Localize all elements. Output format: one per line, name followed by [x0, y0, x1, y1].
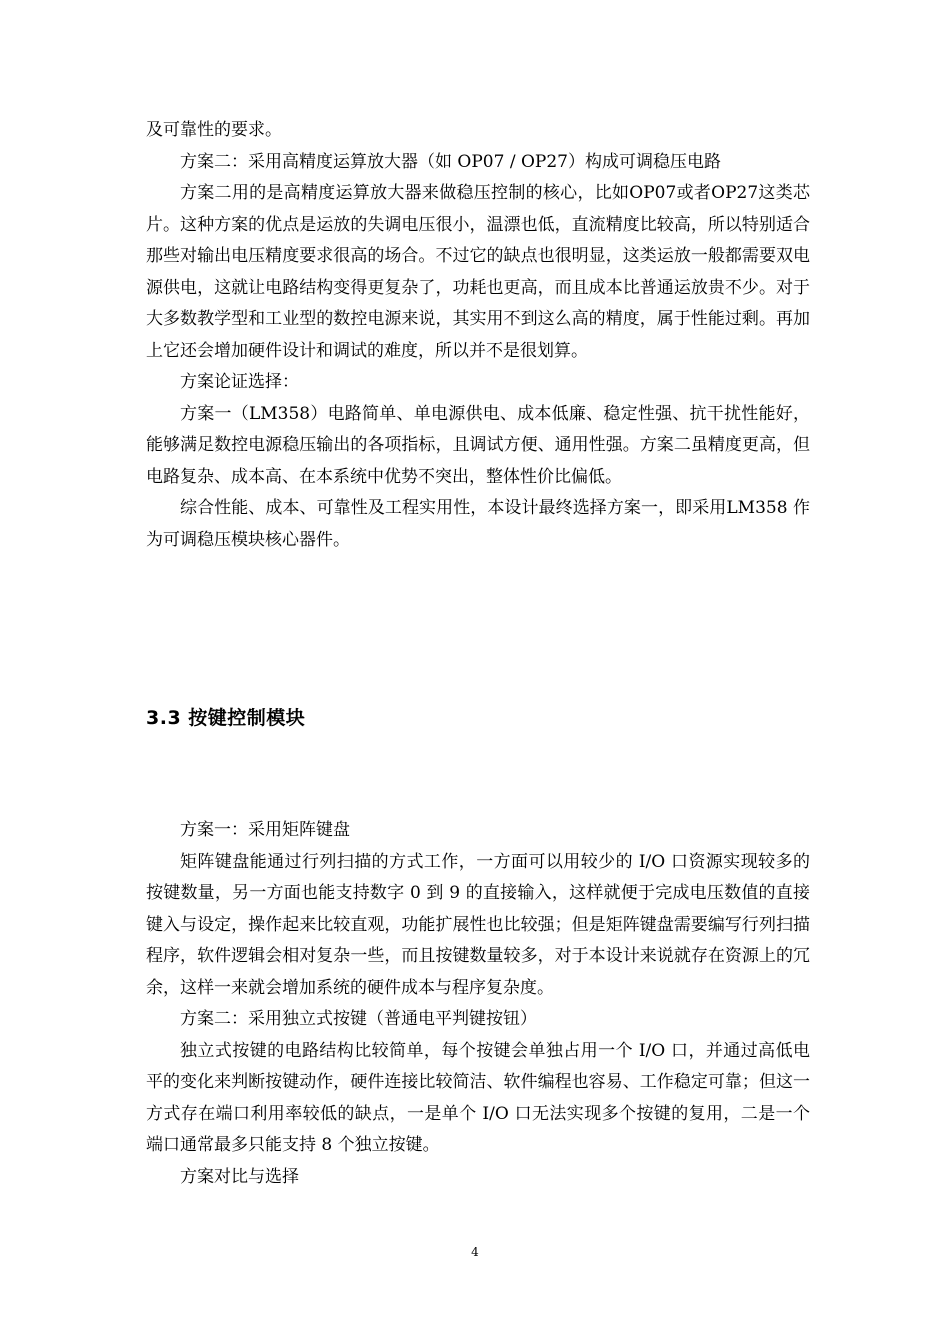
- section-heading: 3.3 按键控制模块: [146, 707, 306, 729]
- section-body-top: [146, 115, 810, 556]
- scheme-two-description: 方案二用的是高精度运算放大器来做稳压控制的核心，比如OP07或者OP27这类芯片。这种方案的优点是运放的失调电压很小，温漂也低，直流精度比较高，所以特别适合那些对输出电压精度要求很高的场合。不过它的缺点也很明显，这类运放一般都需要双电源供电，这就让电路结构变得更复杂了，功耗也更高，而且成本比普通运放贵不少。对于大多数教学型和工业型的数控电源来说，其实用不到这么高的精度，属于性能过剩。再加上它还会增加硬件设计和调试的难度，所以并不是很划算。: [146, 183, 810, 361]
- scheme-comparison-title: 方案论证选择：: [180, 372, 299, 392]
- paragraph-continuation: 及可靠性的要求。: [146, 120, 282, 140]
- key-scheme-one-description: 矩阵键盘能通过行列扫描的方式工作，一方面可以用较少的 I/O 口资源实现较多的按键数量，另一方面也能支持数字 0 到 9 的直接输入，这样就便于完成电压数值的直接键入与设定，操作起来比较直观，功能扩展性也比较强；但是矩阵键盘需要编写行列扫描程序，软件逻辑会相对复杂一些，而且按键数量较多，对于本设计来说就存在资源上的冗余，这样一来就会增加系统的硬件成本与程序复杂度。: [146, 851, 810, 998]
- page-number: 4: [471, 1245, 479, 1259]
- key-comparison-title: 方案对比与选择: [180, 1166, 299, 1187]
- key-scheme-one-title: 方案一：采用矩阵键盘: [180, 820, 350, 840]
- scheme-comparison-text: 方案一（LM358）电路简单、单电源供电、成本低廉、稳定性强、抗干扰性能好，能够满足数控电源稳压输出的各项指标，且调试方便、通用性强。方案二虽精度更高，但电路复杂、成本高、在本系统中优势不突出，整体性价比偏低。: [146, 403, 810, 487]
- key-scheme-two-description: 独立式按键的电路结构比较简单，每个按键会单独占用一个 I/O 口，并通过高低电平的变化来判断按键动作，硬件连接比较简洁、软件编程也容易、工作稳定可靠；但这一方式存在端口利用率较低的缺点，一是单个 I/O 口无法实现多个按键的复用，二是一个端口通常最多只能支持 8 个独立按键。: [146, 1040, 810, 1155]
- section-body-keys: [146, 815, 810, 1193]
- final-choice-text: 综合性能、成本、可靠性及工程实用性，本设计最终选择方案一，即采用LM358 作为可调稳压模块核心器件。: [146, 498, 810, 550]
- scheme-two-title: 方案二：采用高精度运算放大器（如 OP07 / OP27）构成可调稳压电路: [180, 151, 721, 172]
- key-scheme-two-title: 方案二：采用独立式按键（普通电平判键按钮）: [180, 1009, 537, 1029]
